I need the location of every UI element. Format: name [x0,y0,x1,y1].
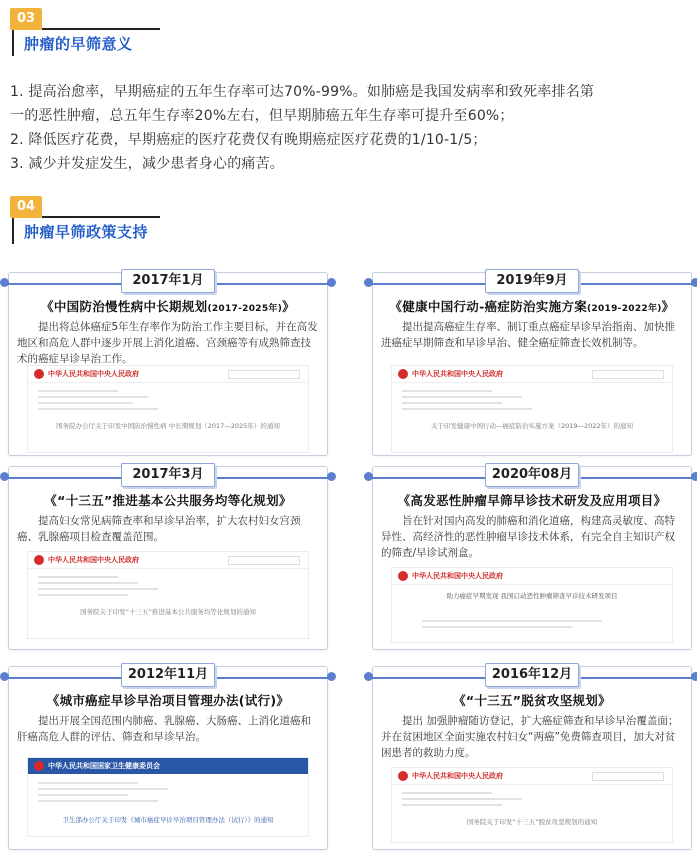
timeline-dot [0,278,9,287]
search-box [228,370,300,379]
timeline-dot [327,472,336,481]
policy-description: 提高妇女常见病筛查率和早诊早治率，扩大农村妇女宫颈癌、乳腺癌项目检查覆盖范围。 [17,515,301,543]
policy-description: 提出 加强肿瘤随访登记，扩大癌症筛查和早诊早治覆盖面；并在贫困地区全面实施农村妇女“两癌”免费筛查项目，加大对贫困患者的救助力度。 [381,715,679,759]
national-emblem-icon [398,571,408,581]
timeline-dot [327,672,336,681]
search-box [592,772,664,781]
policy-description: 旨在针对国内高发的肺癌和消化道癌，构建高灵敏度、高特异性、高经济性的恶性肿瘤早诊技术体系，有完全自主知识产权的筛查/早诊试剂盒。 [381,515,675,559]
header-rule [42,216,160,218]
policy-description: 提出开展全国范围内肺癌、乳腺癌、大肠癌、上消化道癌和肝癌高危人群的评估、筛查和早诊早治。 [17,715,311,743]
document-caption: 国务院办公厅关于印发中国防治慢性病 中长期规划（2017—2025年）的通知 [56,422,280,430]
search-box [228,556,300,565]
document-caption: 国务院关于印发“十三五”脱贫攻坚规划的通知 [466,818,598,826]
policy-title: 《城市癌症早诊早治项目管理办法(试行)》 [46,693,290,708]
section-header-03 [10,8,190,56]
national-emblem-icon [398,369,408,379]
timeline-dot [364,278,373,287]
header-rule [42,28,160,30]
timeline-dot [0,672,9,681]
policy-document-screenshot [27,551,309,639]
policy-date: 2012年11月 [121,663,215,687]
section-number: 04 [10,196,42,218]
site-header-text: 中华人民共和国中央人民政府 [412,772,503,780]
policy-document-screenshot [27,365,309,453]
section-header-04 [10,196,190,244]
policy-title: 《高发恶性肿瘤早筛早诊技术研发及应用项目》 [397,493,667,508]
timeline-dot [691,278,697,287]
national-emblem-icon [34,369,44,379]
document-caption: 卫生部办公厅关于印发《城市癌症早诊早治项目管理办法（试行）》的通知 [62,816,274,824]
timeline-dot [364,472,373,481]
document-caption: 助力癌症早期发现 我国启动恶性肿瘤筛查早诊技术研发项目 [446,592,618,600]
policy-document-screenshot [391,567,673,643]
site-header-text: 中华人民共和国中央人民政府 [48,556,139,564]
policy-title: 《中国防治慢性病中长期规划(2017-2025年)》 [41,299,295,314]
site-header-text: 中华人民共和国中央人民政府 [412,370,503,378]
policy-card [372,666,692,850]
policy-card [8,272,328,456]
policy-description: 提出提高癌症生存率、制订重点癌症早诊早治指南、加快推进癌症早期筛查和早诊早治、健全癌症筛查长效机制等。 [381,321,675,349]
policy-title: 《“十三五”推进基本公共服务均等化规划》 [44,493,292,508]
policy-date: 2019年9月 [485,269,579,293]
document-caption: 国务院关于印发“十三五”推进基本公共服务均等化规划的通知 [80,608,256,616]
policy-card [8,666,328,850]
policy-document-screenshot [391,365,673,453]
section-title: 肿瘤的早筛意义 [24,35,133,53]
policy-date: 2020年08月 [485,463,579,487]
header-rule-vertical [12,218,14,244]
policy-document-screenshot [391,767,673,843]
site-header-text: 中华人民共和国国家卫生健康委员会 [48,762,160,770]
paragraph-line: 一的恶性肿瘤，总五年生存率20%左右，但早期肺癌五年生存率可提升至60%； [10,108,514,124]
national-emblem-icon [34,555,44,565]
policy-description: 提出将总体癌症5年生存率作为防治工作主要目标，并在高发地区和高危人群中逐步开展上消化道癌、宫颈癌等有成熟筛查技术的癌症早诊早治工作。 [17,321,318,365]
policy-title: 《“十三五”脱贫攻坚规划》 [453,693,611,708]
early-screening-significance-text [10,80,690,176]
site-header-text: 中华人民共和国中央人民政府 [412,572,503,580]
header-rule-vertical [12,30,14,56]
timeline-dot [364,672,373,681]
policy-date: 2016年12月 [485,663,579,687]
national-emblem-icon [398,771,408,781]
section-title: 肿瘤早筛政策支持 [24,223,149,241]
paragraph-line: 3. 减少并发症发生，减少患者身心的痛苦。 [10,156,285,172]
policy-date: 2017年1月 [121,269,215,293]
policy-document-screenshot [27,757,309,837]
document-caption: 关于印发健康中国行动—癌症防治实施方案（2019—2022年）的通知 [430,422,634,430]
timeline-dot [0,472,9,481]
national-emblem-icon [34,761,44,771]
paragraph-line: 2. 降低医疗花费，早期癌症的医疗花费仅有晚期癌症医疗花费的1/10-1/5； [10,132,487,148]
policy-date: 2017年3月 [121,463,215,487]
section-number: 03 [10,8,42,30]
timeline-dot [327,278,336,287]
timeline-dot [691,472,697,481]
policy-title: 《健康中国行动-癌症防治实施方案(2019-2022年)》 [389,299,675,314]
site-header-text: 中华人民共和国中央人民政府 [48,370,139,378]
timeline-dot [691,672,697,681]
search-box [592,370,664,379]
policy-card [372,272,692,456]
policy-card [372,466,692,650]
paragraph-line: 1. 提高治愈率，早期癌症的五年生存率可达70%-99%。如肺癌是我国发病率和致死率排名第 [10,84,595,100]
policy-card [8,466,328,650]
